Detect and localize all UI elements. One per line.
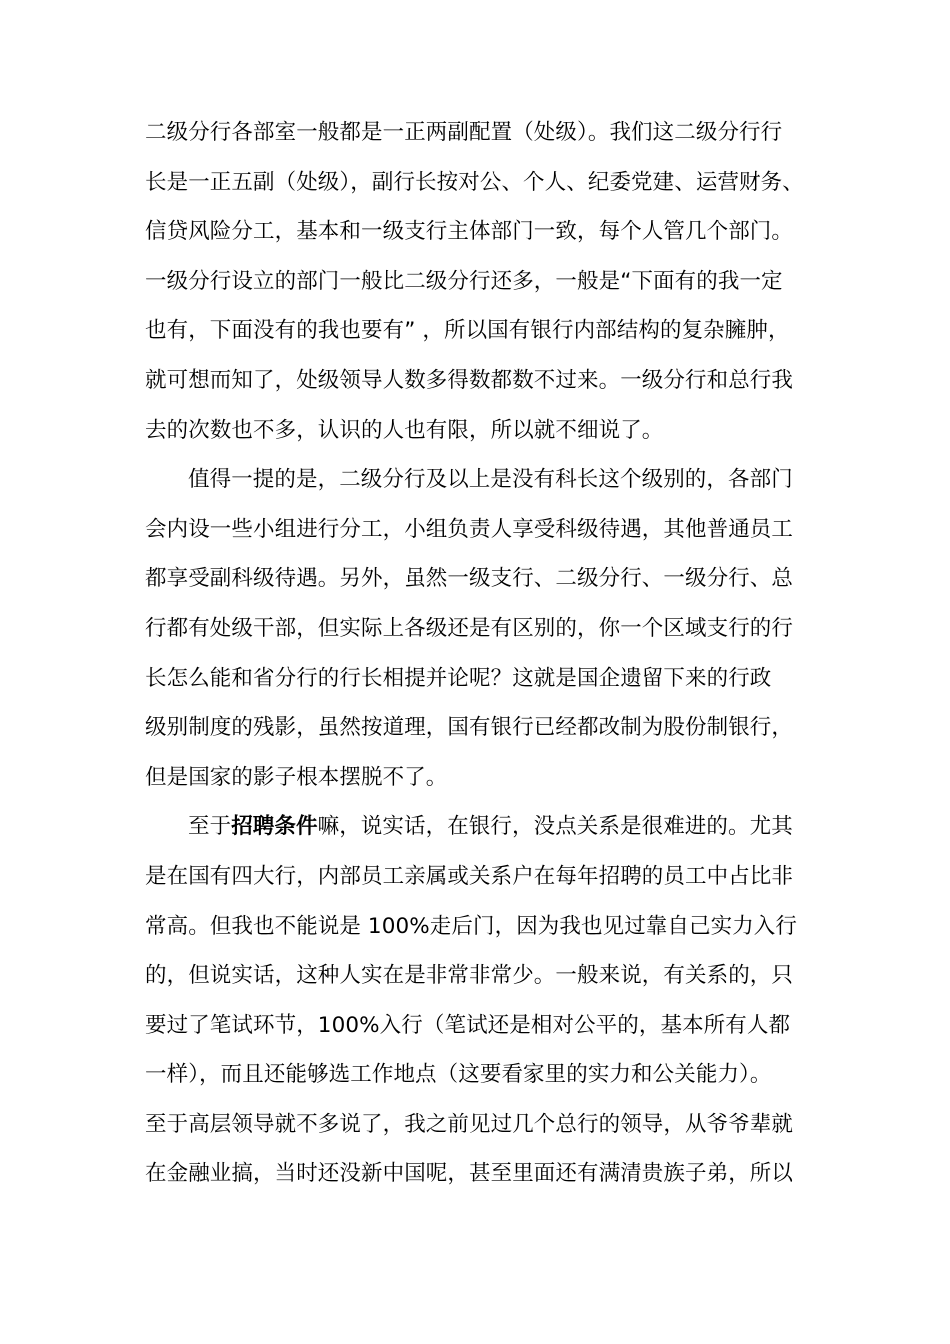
text-line: 但是国家的影子根本摆脱不了。 xyxy=(145,764,448,790)
text-line: 信贷风险分工，基本和一级支行主体部门一致，每个人管几个部门。 xyxy=(145,219,794,245)
text-line: 去的次数也不多，认识的人也有限，所以就不细说了。 xyxy=(145,417,664,443)
bold-heading-term: 招聘条件 xyxy=(231,814,318,840)
text-line: 是在国有四大行，内部员工亲属或关系户在每年招聘的员工中占比非 xyxy=(145,863,794,889)
text-line: 都享受副科级待遇。另外，虽然一级支行、二级分行、一级分行、总 xyxy=(145,566,794,592)
text-line: 也有，下面没有的我也要有” ，所以国有银行内部结构的复杂臃肿， xyxy=(145,318,790,344)
text-line: 一样），而且还能够选工作地点（这要看家里的实力和公关能力）。 xyxy=(145,1062,772,1088)
body-text xyxy=(145,108,813,1199)
text-line: 就可想而知了，处级领导人数多得数都数不过来。一级分行和总行我 xyxy=(145,367,794,393)
text-line: 常高。但我也不能说是 100%走后门，因为我也见过靠自己实力入行 xyxy=(145,913,798,939)
text-line: 会内设一些小组进行分工，小组负责人享受科级待遇，其他普通员工 xyxy=(145,516,794,542)
text-line: 至于高层领导就不多说了，我之前见过几个总行的领导，从爷爷辈就 xyxy=(145,1111,794,1137)
text-line: 的，但说实话，这种人实在是非常非常少。一般来说，有关系的，只 xyxy=(145,963,794,989)
text-line: 级别制度的残影，虽然按道理，国有银行已经都改制为股份制银行， xyxy=(145,715,794,741)
text-line: 二级分行各部室一般都是一正两副配置（处级）。我们这二级分行行 xyxy=(145,120,783,145)
paragraph-start-line: 值得一提的是，二级分行及以上是没有科长这个级别的，各部门 xyxy=(188,467,793,493)
text-span: 嘛，说实话，在银行，没点关系是很难进的。尤其 xyxy=(317,814,793,840)
text-line: 长是一正五副（处级），副行长按对公、个人、纪委党建、运营财务、 xyxy=(145,169,804,195)
paragraph-start-line xyxy=(145,802,813,852)
text-line: 要过了笔试环节，100%入行（笔试还是相对公平的，基本所有人都 xyxy=(145,1012,791,1038)
text-line: 一级分行设立的部门一般比二级分行还多，一般是“下面有的我一定 xyxy=(145,268,783,294)
text-line: 行都有处级干部，但实际上各级还是有区别的，你一个区域支行的行 xyxy=(145,615,794,641)
text-line: 在金融业搞，当时还没新中国呢，甚至里面还有满清贵族子弟，所以 xyxy=(145,1161,794,1187)
text-span: 至于 xyxy=(188,814,232,840)
text-line: 长怎么能和省分行的行长相提并论呢？这就是国企遗留下来的行政 xyxy=(145,665,772,691)
